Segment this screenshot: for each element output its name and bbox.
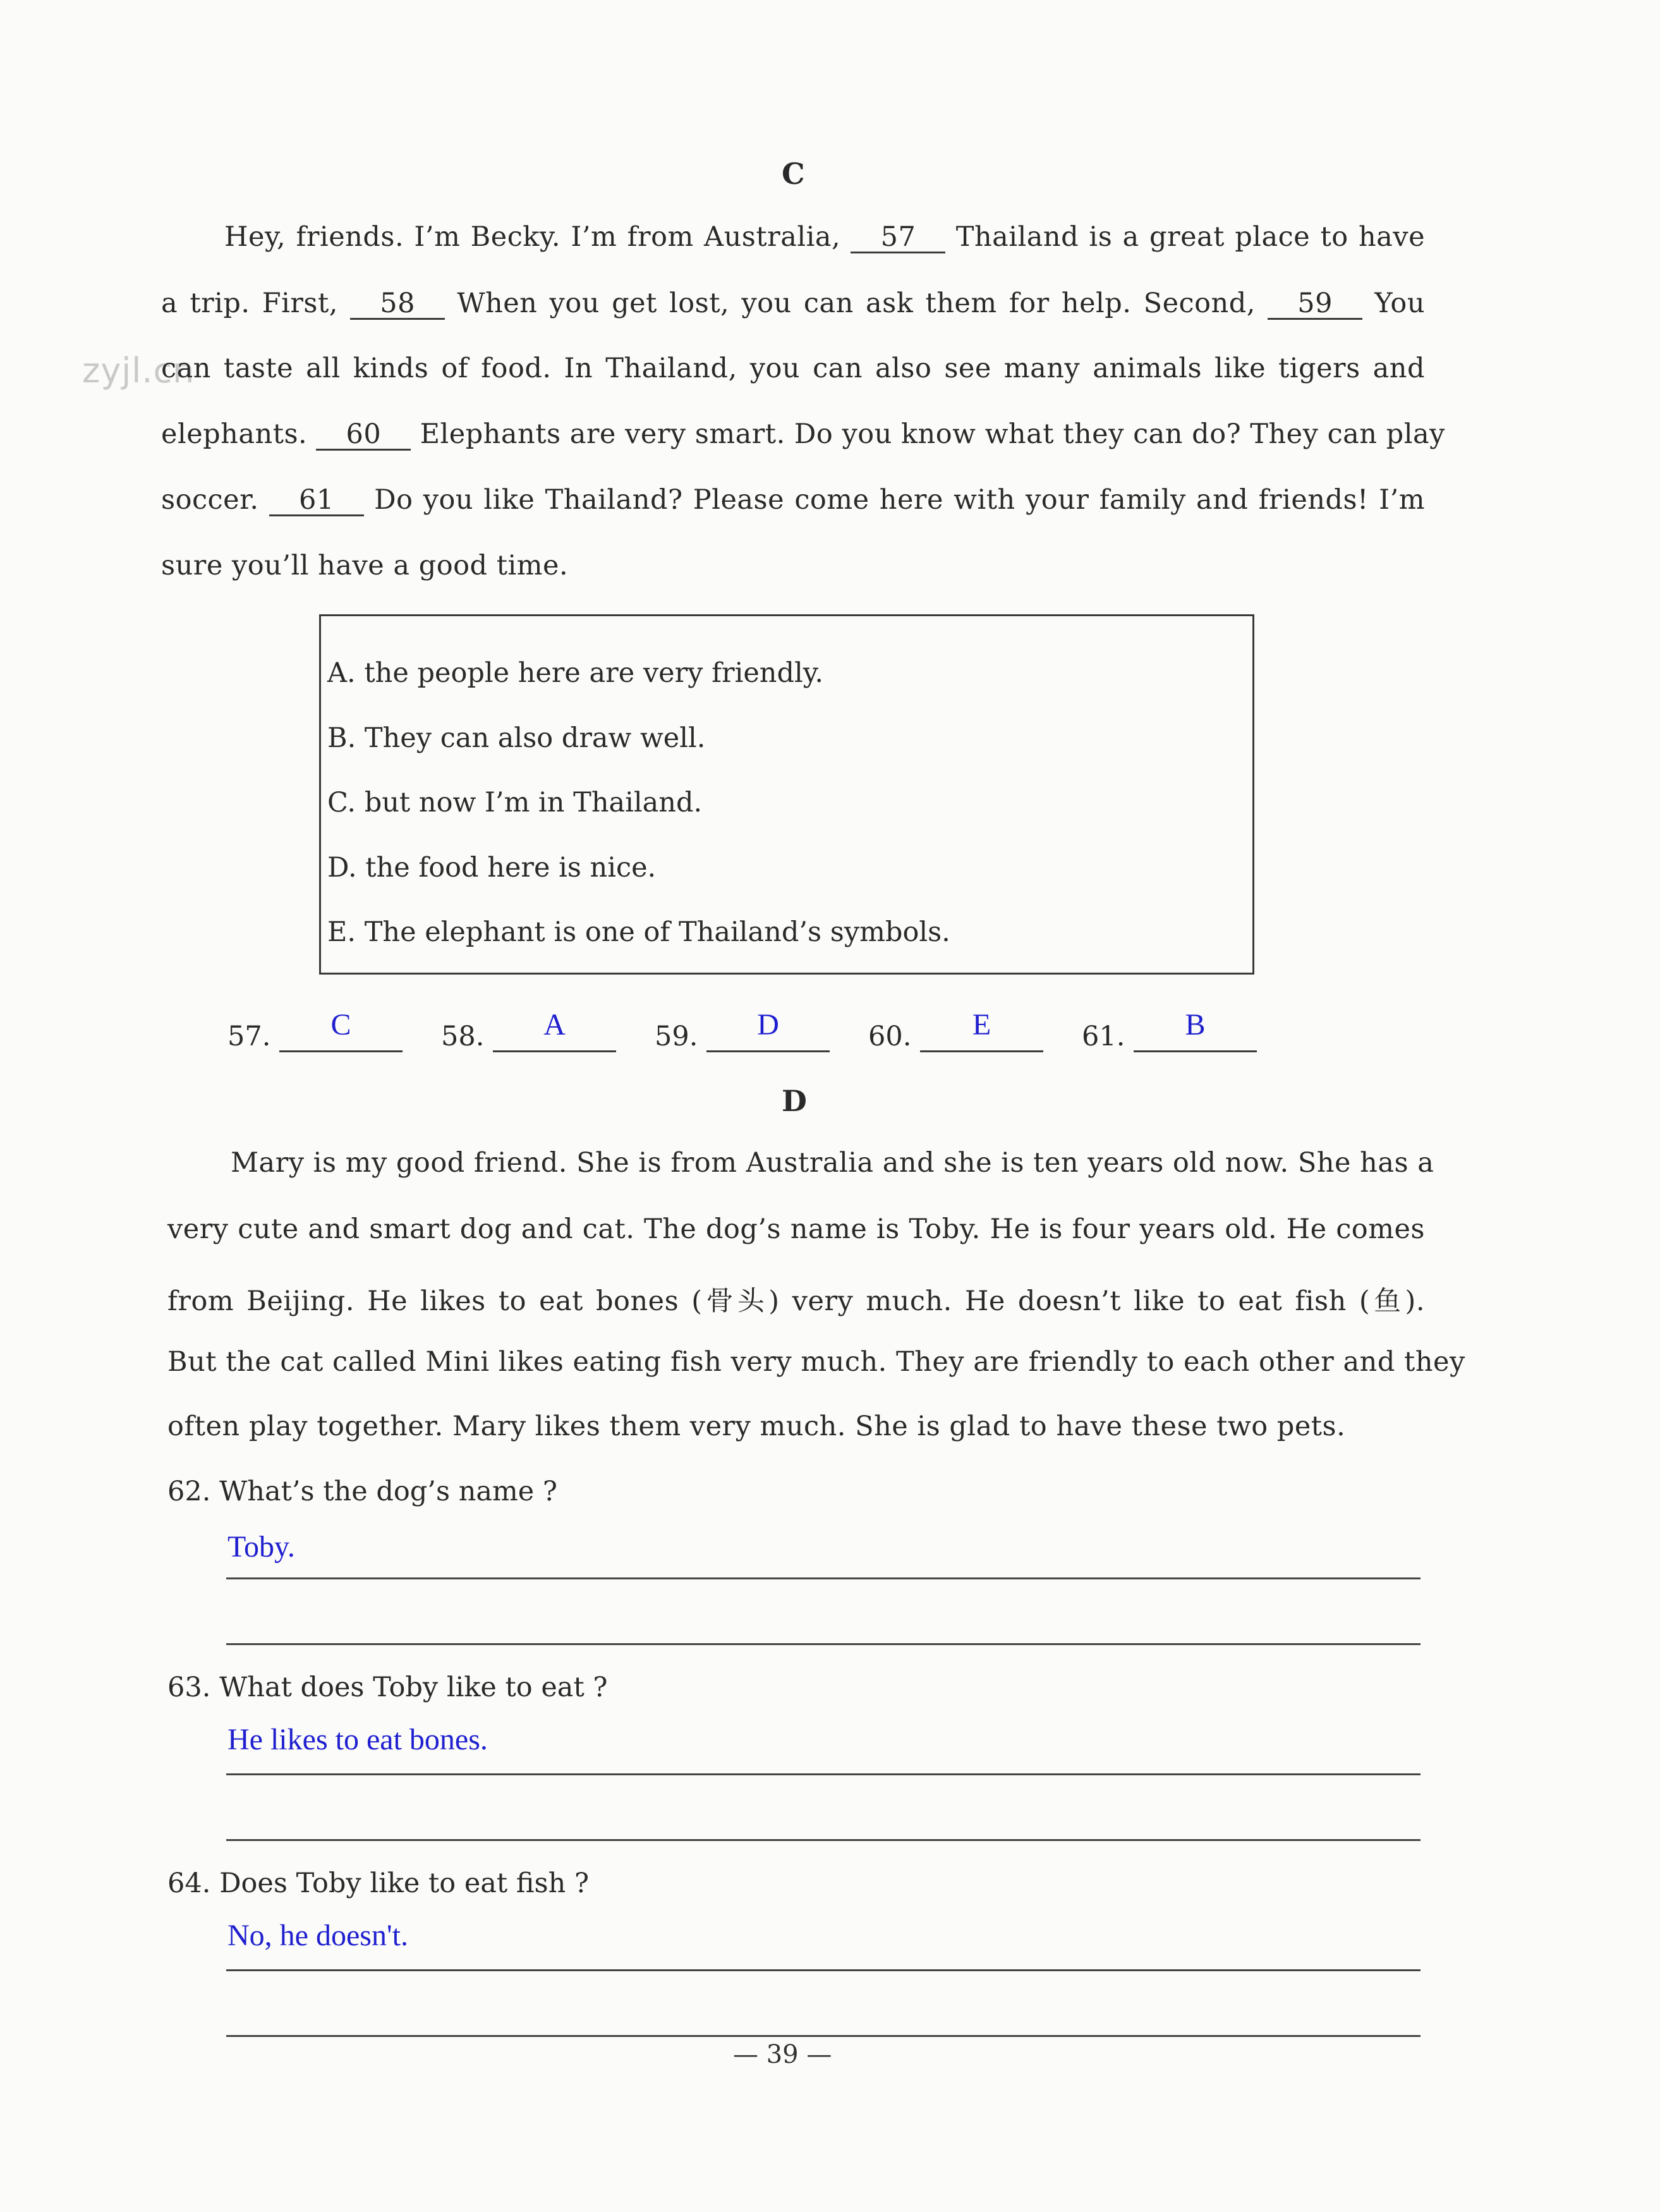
question-63 xyxy=(167,1672,607,1703)
line-text: a trip. First, xyxy=(161,288,338,319)
answer-line xyxy=(226,1577,1421,1579)
answer-number: 60. xyxy=(868,1021,912,1052)
line-text: Hey, friends. I’m Becky. I’m from Australia, xyxy=(224,221,841,253)
answer-number: 58. xyxy=(441,1021,485,1052)
answer-59 xyxy=(655,1008,830,1052)
answer-number: 61. xyxy=(1082,1021,1125,1052)
answer-value: E xyxy=(972,1008,991,1042)
passage-c-line-2 xyxy=(161,288,1425,320)
blank-60: 60 xyxy=(316,420,411,451)
answer-blank xyxy=(920,1008,1043,1052)
line-text: Elephants are very smart. Do you know what they can do? They can play xyxy=(420,418,1445,450)
answer-57 xyxy=(227,1008,403,1052)
answer-value: C xyxy=(330,1008,351,1042)
option-b: B. They can also draw well. xyxy=(327,722,706,754)
answer-64: No, he doesn't. xyxy=(227,1919,408,1952)
option-a: A. the people here are very friendly. xyxy=(327,657,824,689)
answer-62: Toby. xyxy=(227,1530,295,1564)
blank-61: 61 xyxy=(269,486,364,516)
passage-c-line-4 xyxy=(161,418,1445,451)
option-c: C. but now I’m in Thailand. xyxy=(327,787,703,818)
answer-61 xyxy=(1082,1008,1257,1052)
question-text: What’s the dog’s name ? xyxy=(219,1476,557,1507)
question-number: 64. xyxy=(167,1868,211,1899)
page-number: — 39 — xyxy=(733,2040,832,2069)
passage-c-line-1 xyxy=(224,221,1425,253)
answer-value: D xyxy=(757,1008,779,1042)
line-text: You xyxy=(1374,288,1426,319)
answer-line xyxy=(226,1969,1421,1971)
question-text: Does Toby like to eat fish ? xyxy=(219,1868,590,1899)
answer-60 xyxy=(868,1008,1043,1052)
answer-blank xyxy=(493,1008,616,1052)
answer-line xyxy=(226,2035,1421,2037)
options-box xyxy=(319,614,1254,975)
watermark: zyjl.cn xyxy=(82,351,195,391)
question-64 xyxy=(167,1868,589,1899)
line-text: soccer. xyxy=(161,484,259,516)
option-e: E. The elephant is one of Thailand’s symbols. xyxy=(327,916,950,948)
blank-58: 58 xyxy=(350,289,445,320)
answer-value: B xyxy=(1185,1008,1206,1042)
answer-58 xyxy=(441,1008,616,1052)
passage-d-line-2: very cute and smart dog and cat. The dog’s name is Toby. He is four years old. He comes xyxy=(167,1213,1425,1245)
question-number: 62. xyxy=(167,1476,211,1507)
question-text: What does Toby like to eat ? xyxy=(219,1672,608,1703)
answer-number: 59. xyxy=(655,1021,698,1052)
question-62 xyxy=(167,1476,557,1507)
line-text: Thailand is a great place to have xyxy=(955,221,1426,253)
answer-blank xyxy=(279,1008,403,1052)
passage-c-line-5 xyxy=(161,484,1425,516)
section-c-heading: C xyxy=(782,157,805,191)
question-number: 63. xyxy=(167,1672,211,1703)
line-text: elephants. xyxy=(161,418,308,450)
passage-d-line-5: often play together. Mary likes them very much. She is glad to have these two pets. xyxy=(167,1411,1346,1442)
answer-value: A xyxy=(543,1008,566,1042)
answer-63: He likes to eat bones. xyxy=(227,1723,488,1756)
answer-blank xyxy=(1134,1008,1257,1052)
passage-d-line-3: from Beijing. He likes to eat bones (骨头) very much. He doesn’t like to eat fish (鱼). xyxy=(167,1285,1425,1317)
blank-57: 57 xyxy=(851,223,945,253)
answer-line xyxy=(226,1839,1421,1841)
passage-d-line-4: But the cat called Mini likes eating fish very much. They are friendly to each other and they xyxy=(167,1346,1465,1378)
passage-c-line-6: sure you’ll have a good time. xyxy=(161,550,569,581)
line-text: Do you like Thailand? Please come here with your family and friends! I’m xyxy=(374,484,1426,516)
option-d: D. the food here is nice. xyxy=(327,852,657,884)
passage-c-line-3: can taste all kinds of food. In Thailand, you can also see many animals like tigers and xyxy=(161,353,1425,384)
answer-line xyxy=(226,1643,1421,1645)
answer-number: 57. xyxy=(227,1021,271,1052)
line-text: When you get lost, you can ask them for help. Second, xyxy=(457,288,1256,319)
answer-blank xyxy=(706,1008,830,1052)
passage-d-line-1: Mary is my good friend. She is from Australia and she is ten years old now. She has a xyxy=(231,1147,1434,1179)
blank-59: 59 xyxy=(1268,289,1362,320)
answer-line xyxy=(226,1773,1421,1775)
section-d-heading: D xyxy=(782,1084,807,1118)
